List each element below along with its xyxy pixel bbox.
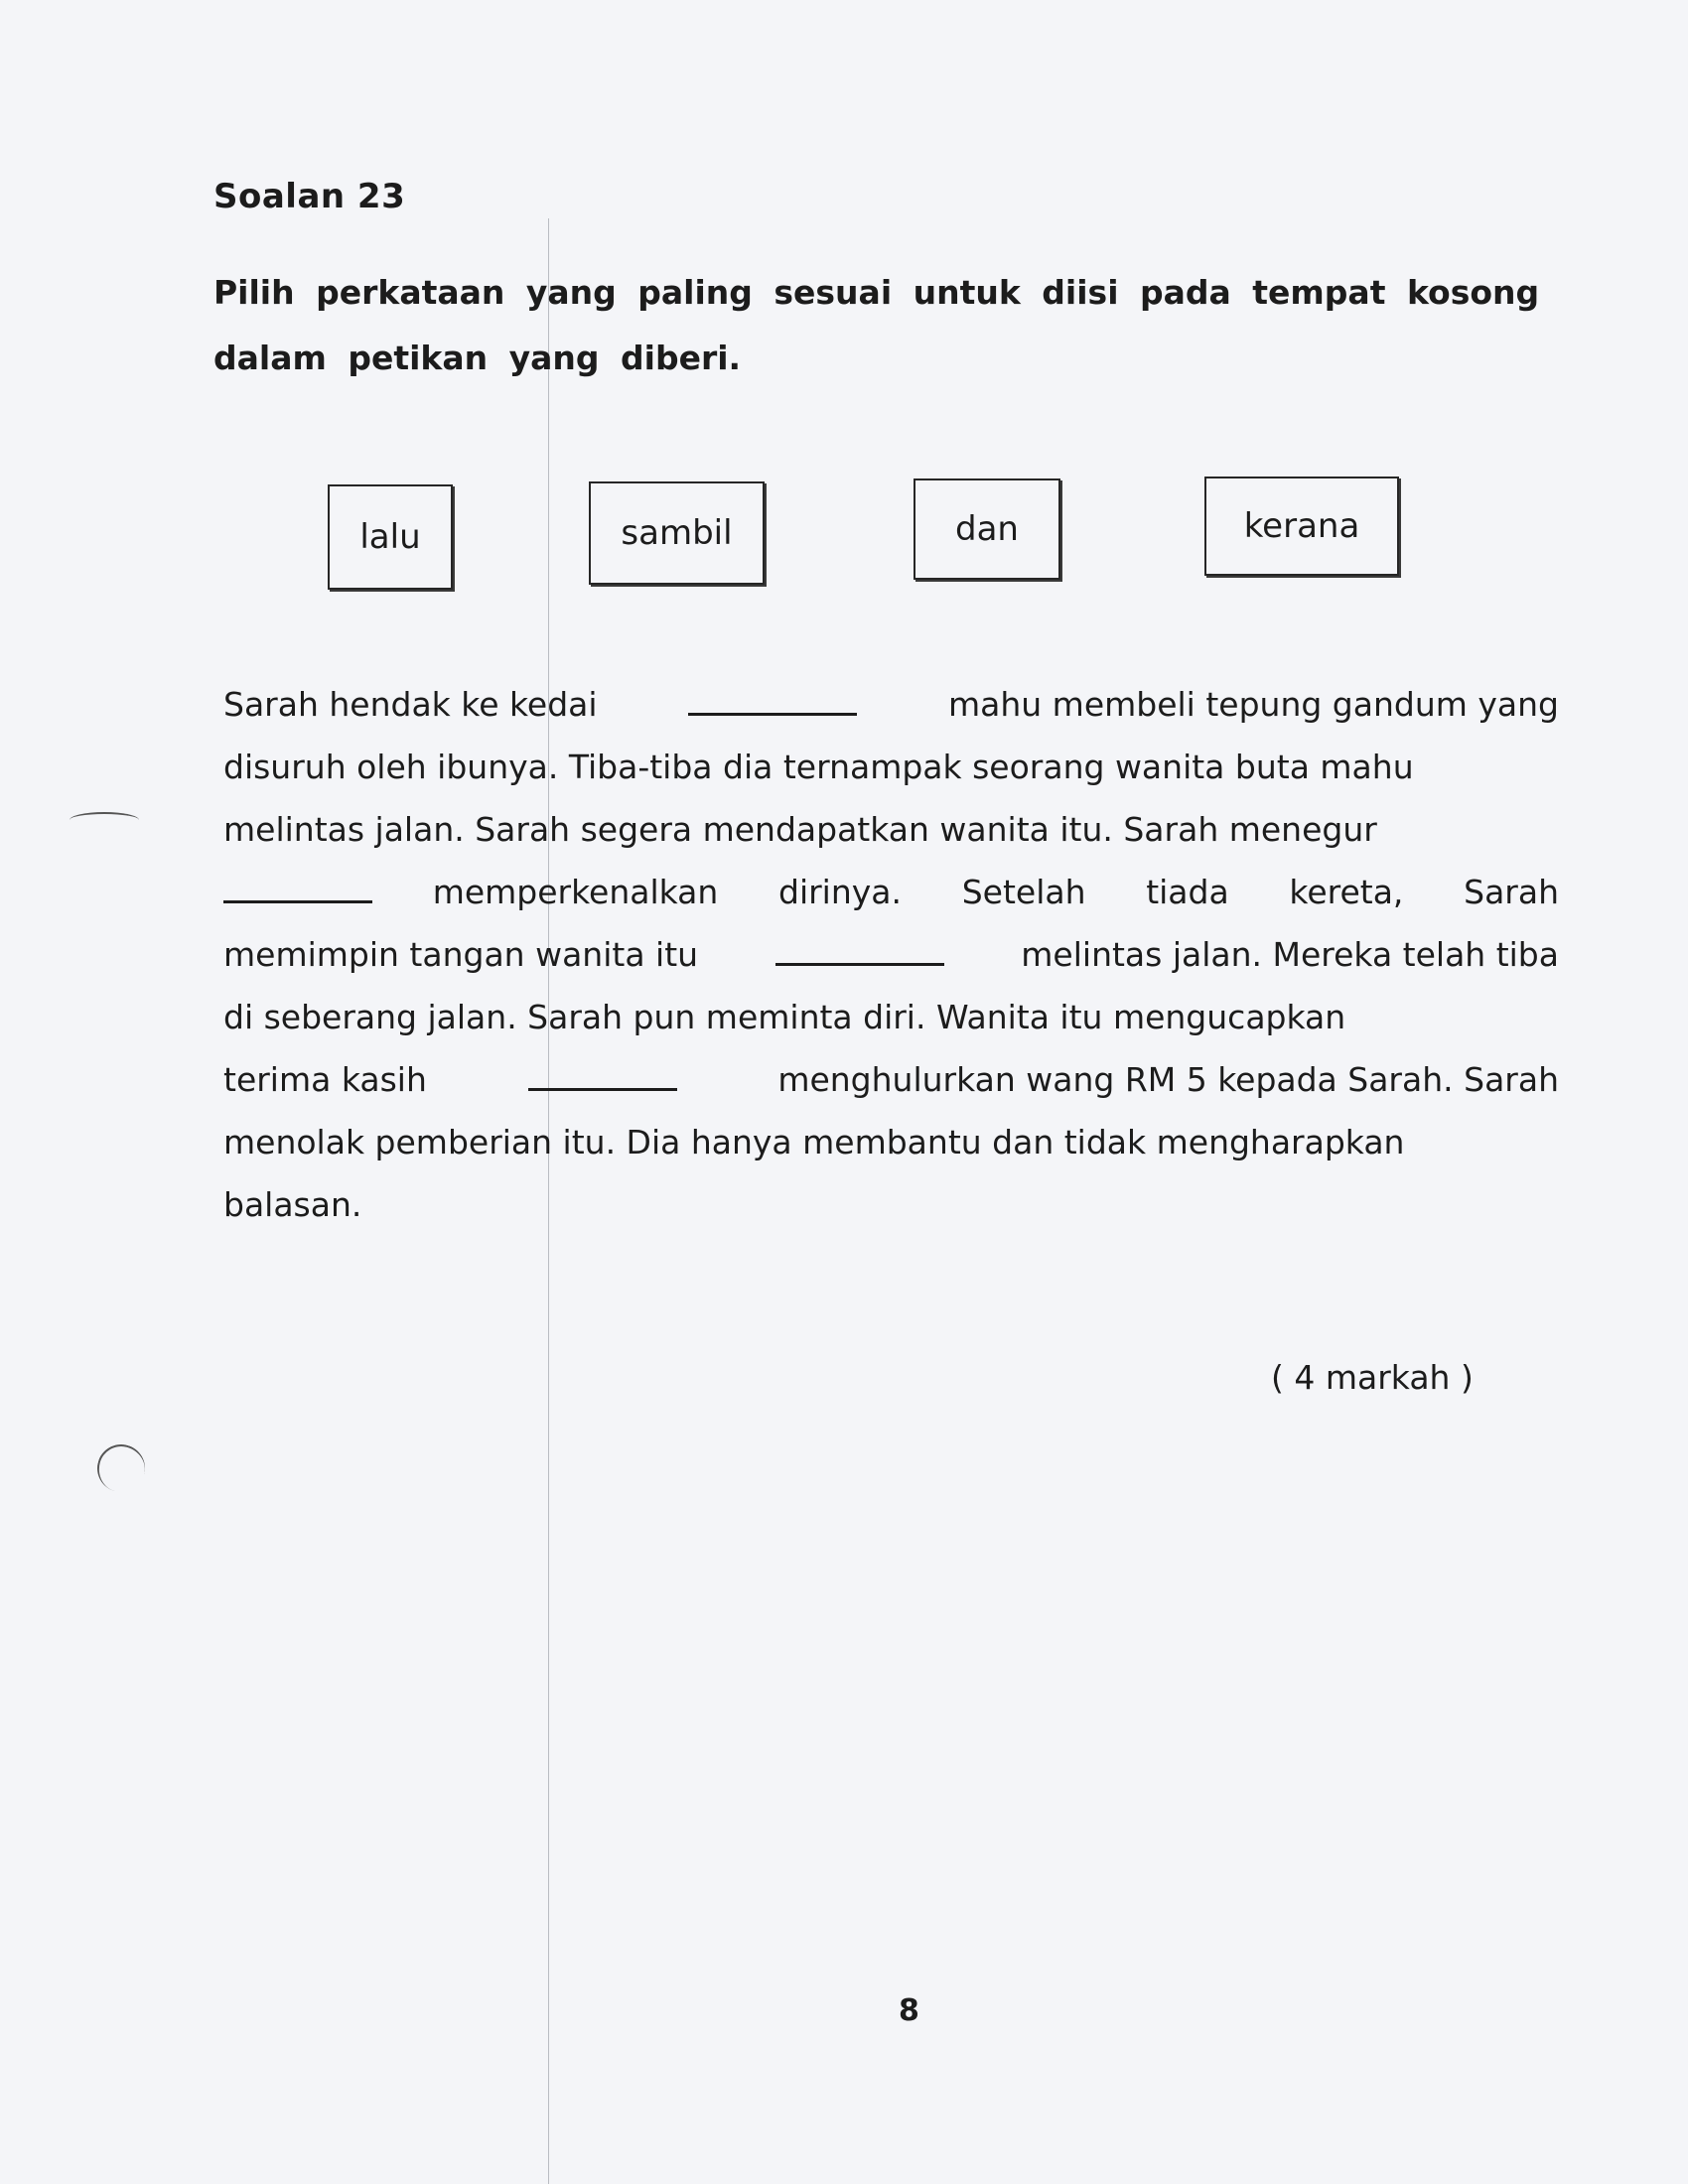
passage-line-1 [223, 685, 1559, 748]
passage-text: Setelah [961, 873, 1086, 911]
marks-label: ( 4 markah ) [1271, 1358, 1474, 1397]
passage-line-6 [223, 998, 1559, 1060]
passage-line-8 [223, 1123, 1559, 1185]
passage-text: menghulurkan wang RM 5 kepada Sarah. Sarah [777, 1060, 1559, 1099]
passage-text: dirinya. [778, 873, 903, 911]
passage-text: disuruh oleh ibunya. Tiba-tiba dia ternampak seorang wanita buta mahu [223, 748, 1414, 786]
passage-line-3 [223, 810, 1559, 873]
passage-text: memperkenalkan [432, 873, 719, 911]
passage-text: terima kasih [223, 1060, 427, 1099]
passage-text: tiada [1146, 873, 1229, 911]
punch-mark [70, 812, 139, 828]
instruction-line-1: Pilih perkataan yang paling sesuai untuk diisi pada tempat kosong [213, 273, 1540, 312]
passage [223, 685, 1559, 1248]
punch-hole [92, 1439, 151, 1498]
question-instruction [213, 260, 1544, 391]
passage-text: Sarah [1464, 873, 1559, 911]
word-choice-kerana: kerana [1204, 477, 1399, 576]
passage-text: menolak pemberian itu. Dia hanya membantu dan tidak mengharapkan [223, 1123, 1405, 1161]
passage-text: balasan. [223, 1185, 362, 1224]
passage-text: di seberang jalan. Sarah pun meminta diri. Wanita itu mengucapkan [223, 998, 1346, 1036]
answer-blank-1 [688, 687, 857, 716]
passage-text: melintas jalan. Sarah segera mendapatkan wanita itu. Sarah menegur [223, 810, 1377, 849]
passage-line-5 [223, 935, 1559, 998]
answer-blank-2 [223, 875, 372, 903]
passage-text: melintas jalan. Mereka telah tiba [1021, 935, 1559, 974]
question-title: Soalan 23 [213, 177, 406, 216]
word-choice-sambil: sambil [589, 481, 765, 585]
answer-blank-3 [775, 937, 944, 966]
answer-blank-4 [528, 1062, 677, 1091]
word-choice-dan: dan [914, 478, 1060, 580]
passage-line-4 [223, 873, 1559, 935]
passage-line-2 [223, 748, 1559, 810]
instruction-line-2: dalam petikan yang diberi. [213, 339, 742, 377]
passage-text: mahu membeli tepung gandum yang [947, 685, 1559, 724]
passage-text: Sarah hendak ke kedai [223, 685, 598, 724]
passage-text: memimpin tangan wanita itu [223, 935, 699, 974]
passage-line-7 [223, 1060, 1559, 1123]
word-choice-lalu: lalu [328, 484, 453, 590]
passage-text: kereta, [1289, 873, 1404, 911]
page-number: 8 [899, 1993, 919, 2028]
passage-line-9 [223, 1185, 1559, 1248]
